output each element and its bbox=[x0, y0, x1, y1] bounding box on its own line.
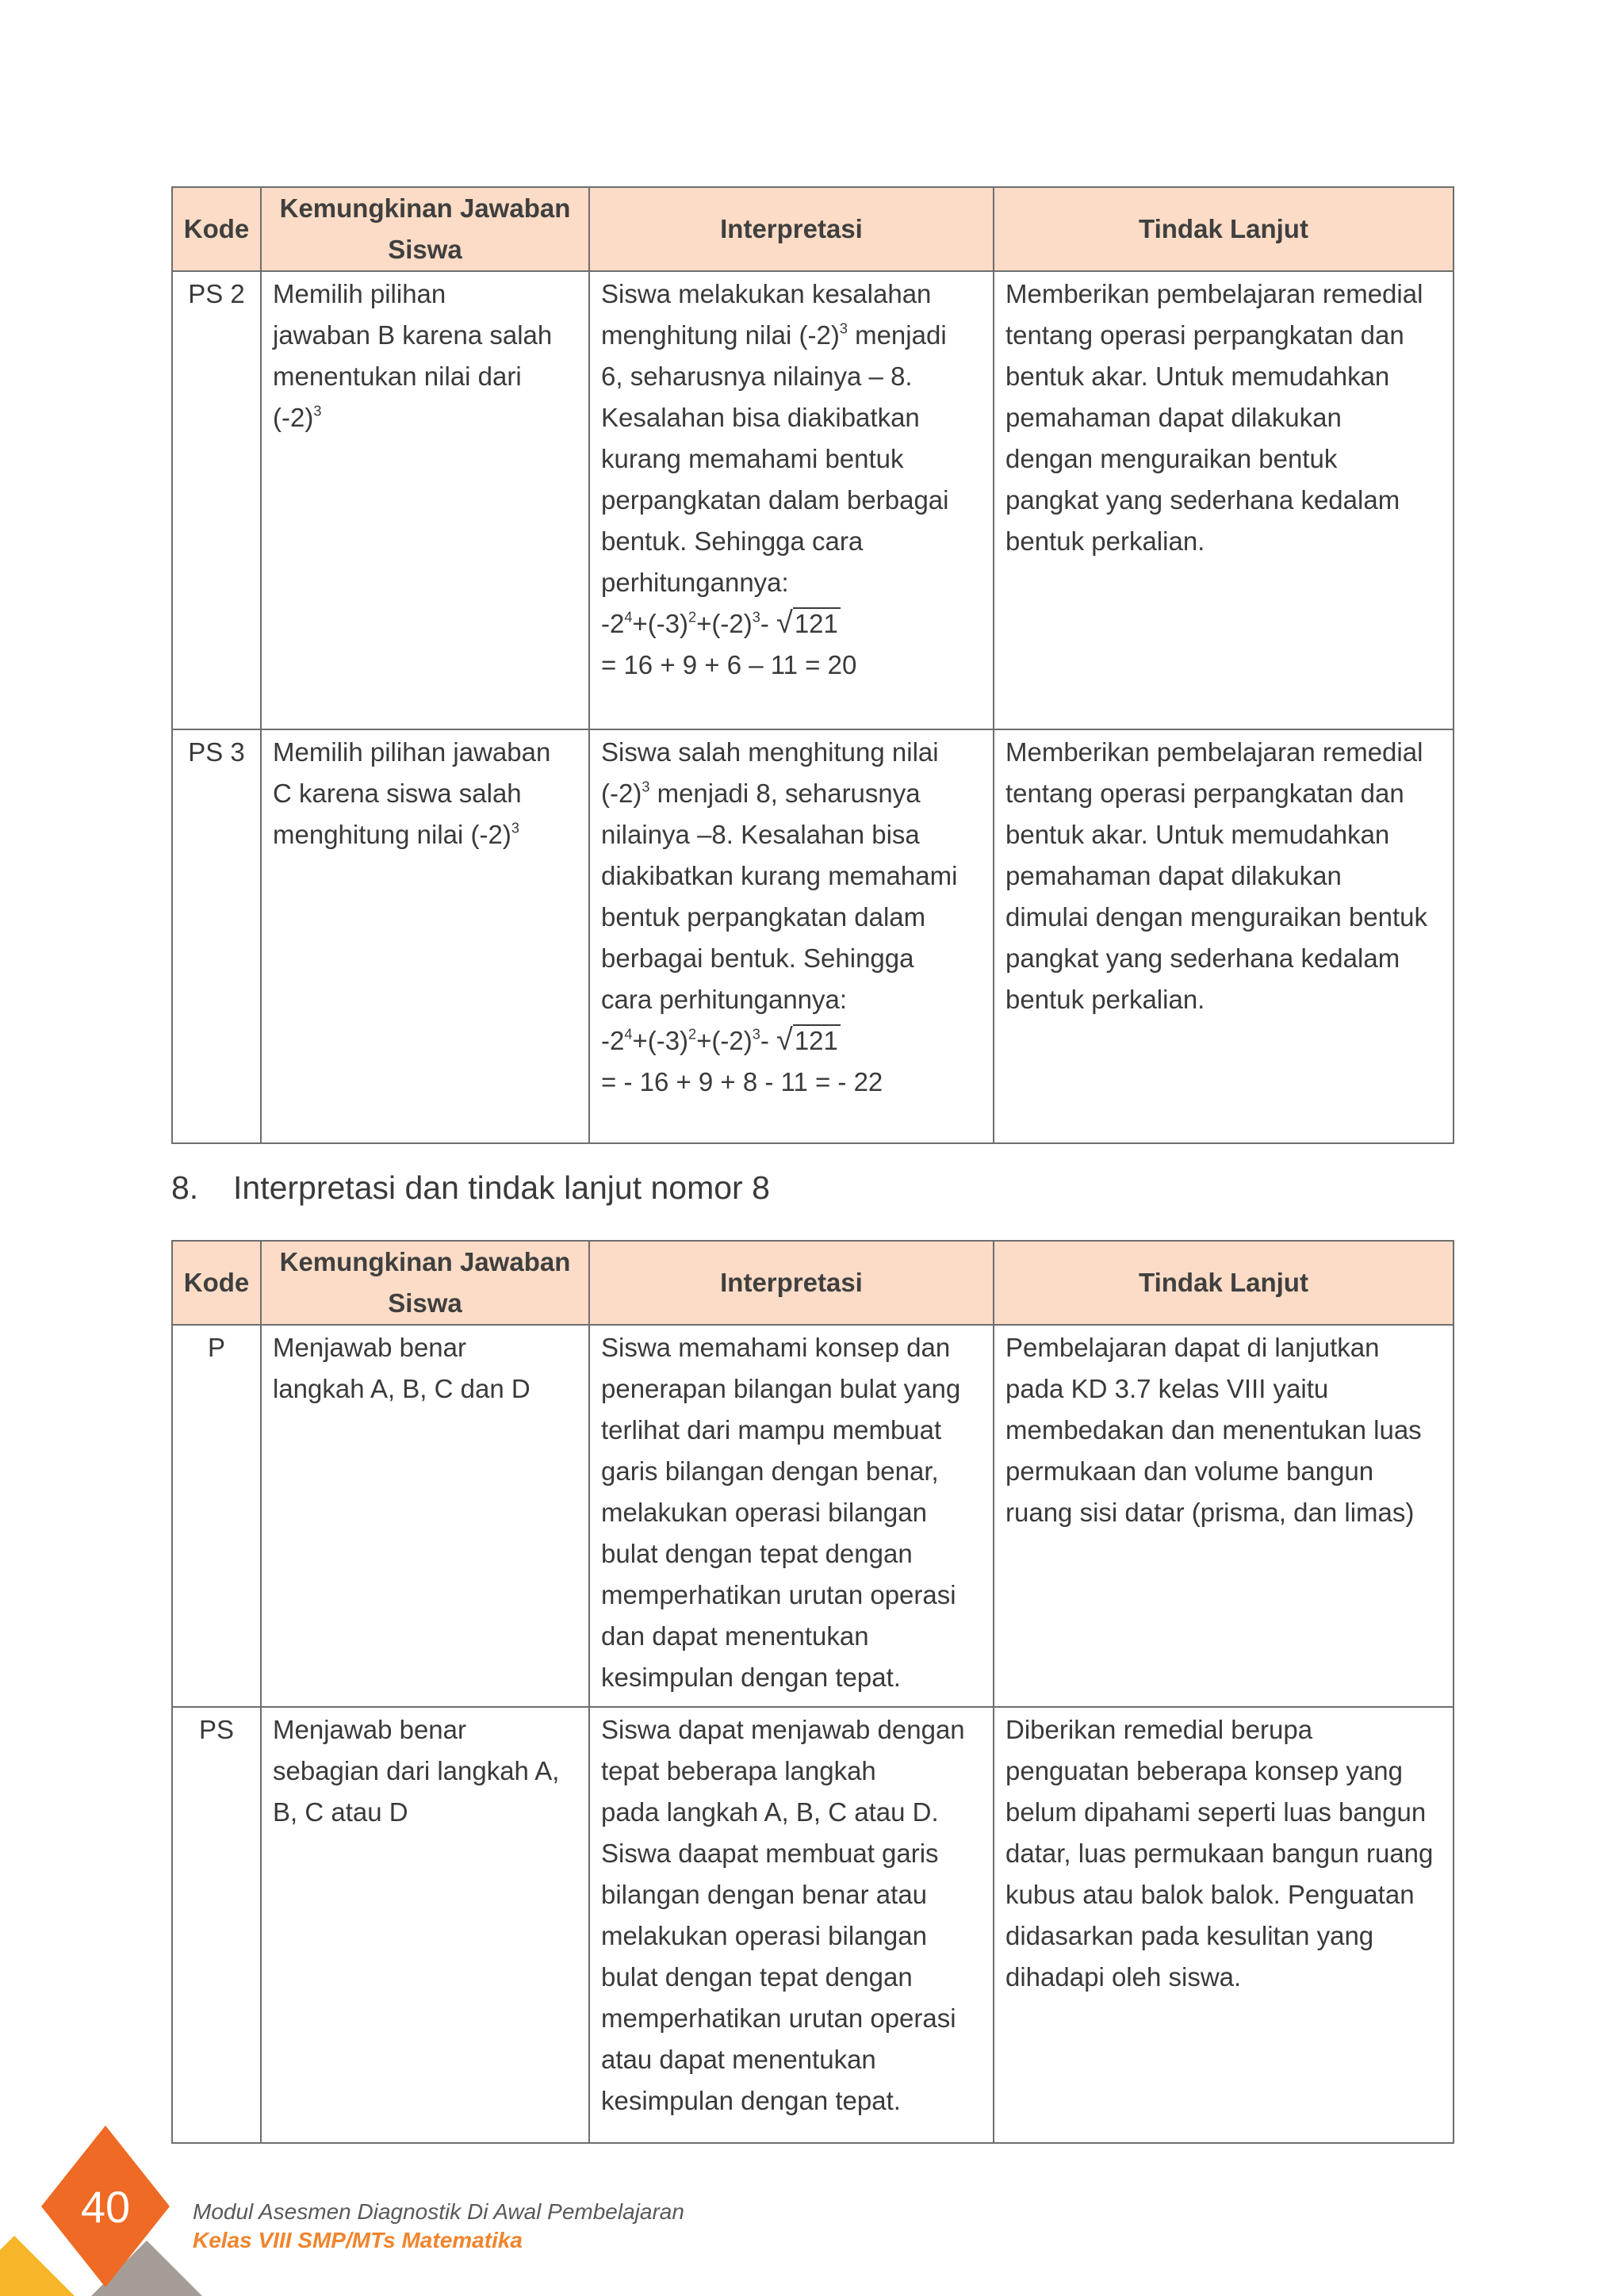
table-row bbox=[172, 1325, 1454, 1707]
table-header-row bbox=[172, 187, 1454, 271]
table-row bbox=[172, 1707, 1454, 2143]
row-interpretation: Siswa memahami konsep dan penerapan bilangan bulat yang terlihat dari mampu membuat garis bilangan dengan benar, melakukan operasi bilangan bulat dengan tepat dengan memperhatikan urutan operasi dan dapat menentukan kesimpulan dengan tepat. bbox=[589, 1325, 994, 1707]
calculation-formula: $-2^4+(-3)^2+(-2)^3-$ √121 bbox=[601, 603, 983, 645]
row-interpretation: Siswa melakukan kesalahan menghitung nilai $(-2)^3$ menjadi 6, seharusnya nilainya – 8. Kesalahan bisa diakibatkan kurang memahami bentuk perpangkatan dalam berbagai bentuk. Sehingga cara perhitungannya: $-2^4+(-3)^2+(-2)^3-$ √121 = 16 + 9 + 6 – 11 = 20 bbox=[589, 271, 994, 729]
calculation-result: = - 16 + 9 + 8 - 11 = - 22 bbox=[601, 1067, 883, 1096]
row-code: PS bbox=[172, 1707, 261, 2143]
row-code: PS 2 bbox=[172, 271, 261, 729]
column-header-code: Kode bbox=[172, 1241, 261, 1325]
row-follow-up: Diberikan remedial berupa penguatan beberapa konsep yang belum dipahami seperti luas bangun datar, luas permukaan bangun ruang kubus atau balok balok. Penguatan didasarkan pada kesulitan yang dihadapi oleh siswa. bbox=[994, 1707, 1454, 2143]
section-title: Interpretasi dan tindak lanjut nomor 8 bbox=[233, 1169, 770, 1206]
assessment-table-continued bbox=[171, 186, 1454, 1144]
section-heading bbox=[171, 1164, 770, 1211]
row-interpretation: Siswa dapat menjawab dengan tepat beberapa langkah pada langkah A, B, C atau D. Siswa daapat membuat garis bilangan dengan benar atau melakukan operasi bilangan bulat dengan tepat dengan memperhatikan urutan operasi atau dapat menentukan kesimpulan dengan tepat. bbox=[589, 1707, 994, 2143]
column-header-follow-up: Tindak Lanjut bbox=[994, 1241, 1454, 1325]
row-possible-answer: Menjawab benar langkah A, B, C dan D bbox=[261, 1325, 589, 1707]
row-possible-answer: Memilih pilihan jawaban B karena salah menentukan nilai dari $(-2)^3$ bbox=[261, 271, 589, 729]
calculation-result: = 16 + 9 + 6 – 11 = 20 bbox=[601, 650, 857, 679]
row-code: P bbox=[172, 1325, 261, 1707]
table-header-row bbox=[172, 1241, 1454, 1325]
row-code: PS 3 bbox=[172, 729, 261, 1143]
row-follow-up: Pembelajaran dapat di lanjutkan pada KD 3.7 kelas VIII yaitu membedakan dan menentukan luas permukaan dan volume bangun ruang sisi datar (prisma, dan limas) bbox=[994, 1325, 1454, 1707]
row-possible-answer: Menjawab benar sebagian dari langkah A, B, C atau D bbox=[261, 1707, 589, 2143]
section-number: 8. bbox=[171, 1169, 199, 1206]
row-follow-up: Memberikan pembelajaran remedial tentang operasi perpangkatan dan bentuk akar. Untuk memudahkan pemahaman dapat dilakukan dimulai dengan menguraikan bentuk pangkat yang sederhana kedalam bentuk perkalian. bbox=[994, 729, 1454, 1143]
assessment-table-number-8 bbox=[171, 1240, 1454, 2144]
column-header-interpretation: Interpretasi bbox=[589, 1241, 994, 1325]
table-row bbox=[172, 729, 1454, 1143]
square-root-symbol: √121 bbox=[776, 1020, 841, 1062]
row-follow-up: Memberikan pembelajaran remedial tentang operasi perpangkatan dan bentuk akar. Untuk memudahkan pemahaman dapat dilakukan dengan menguraikan bentuk pangkat yang sederhana kedalam bentuk perkalian. bbox=[994, 271, 1454, 729]
page-number: 40 bbox=[80, 2182, 131, 2232]
footer-class-subject: Kelas VIII SMP/MTs Matematika bbox=[193, 2228, 523, 2252]
column-header-code: Kode bbox=[172, 187, 261, 271]
column-header-possible-answer: Kemungkinan Jawaban Siswa bbox=[261, 187, 589, 271]
column-header-interpretation: Interpretasi bbox=[589, 187, 994, 271]
calculation-formula: $-2^4+(-3)^2+(-2)^3-$ √121 bbox=[601, 1020, 983, 1062]
column-header-possible-answer: Kemungkinan Jawaban Siswa bbox=[261, 1241, 589, 1325]
column-header-follow-up: Tindak Lanjut bbox=[994, 187, 1454, 271]
row-possible-answer: Memilih pilihan jawaban C karena siswa salah menghitung nilai $(-2)^3$ bbox=[261, 729, 589, 1143]
table-row bbox=[172, 271, 1454, 729]
footer-module-title: Modul Asesmen Diagnostik Di Awal Pembelajaran bbox=[193, 2199, 684, 2224]
row-interpretation: Siswa salah menghitung nilai $(-2)^3$ menjadi 8, seharusnya nilainya –8. Kesalahan bisa diakibatkan kurang memahami bentuk perpangkatan dalam berbagai bentuk. Sehingga cara perhitungannya: $-2^4+(-3)^2+(-2)^3-$ √121 = - 16 + 9 + 8 - 11 = - 22 bbox=[589, 729, 994, 1143]
square-root-symbol: √121 bbox=[776, 603, 841, 645]
